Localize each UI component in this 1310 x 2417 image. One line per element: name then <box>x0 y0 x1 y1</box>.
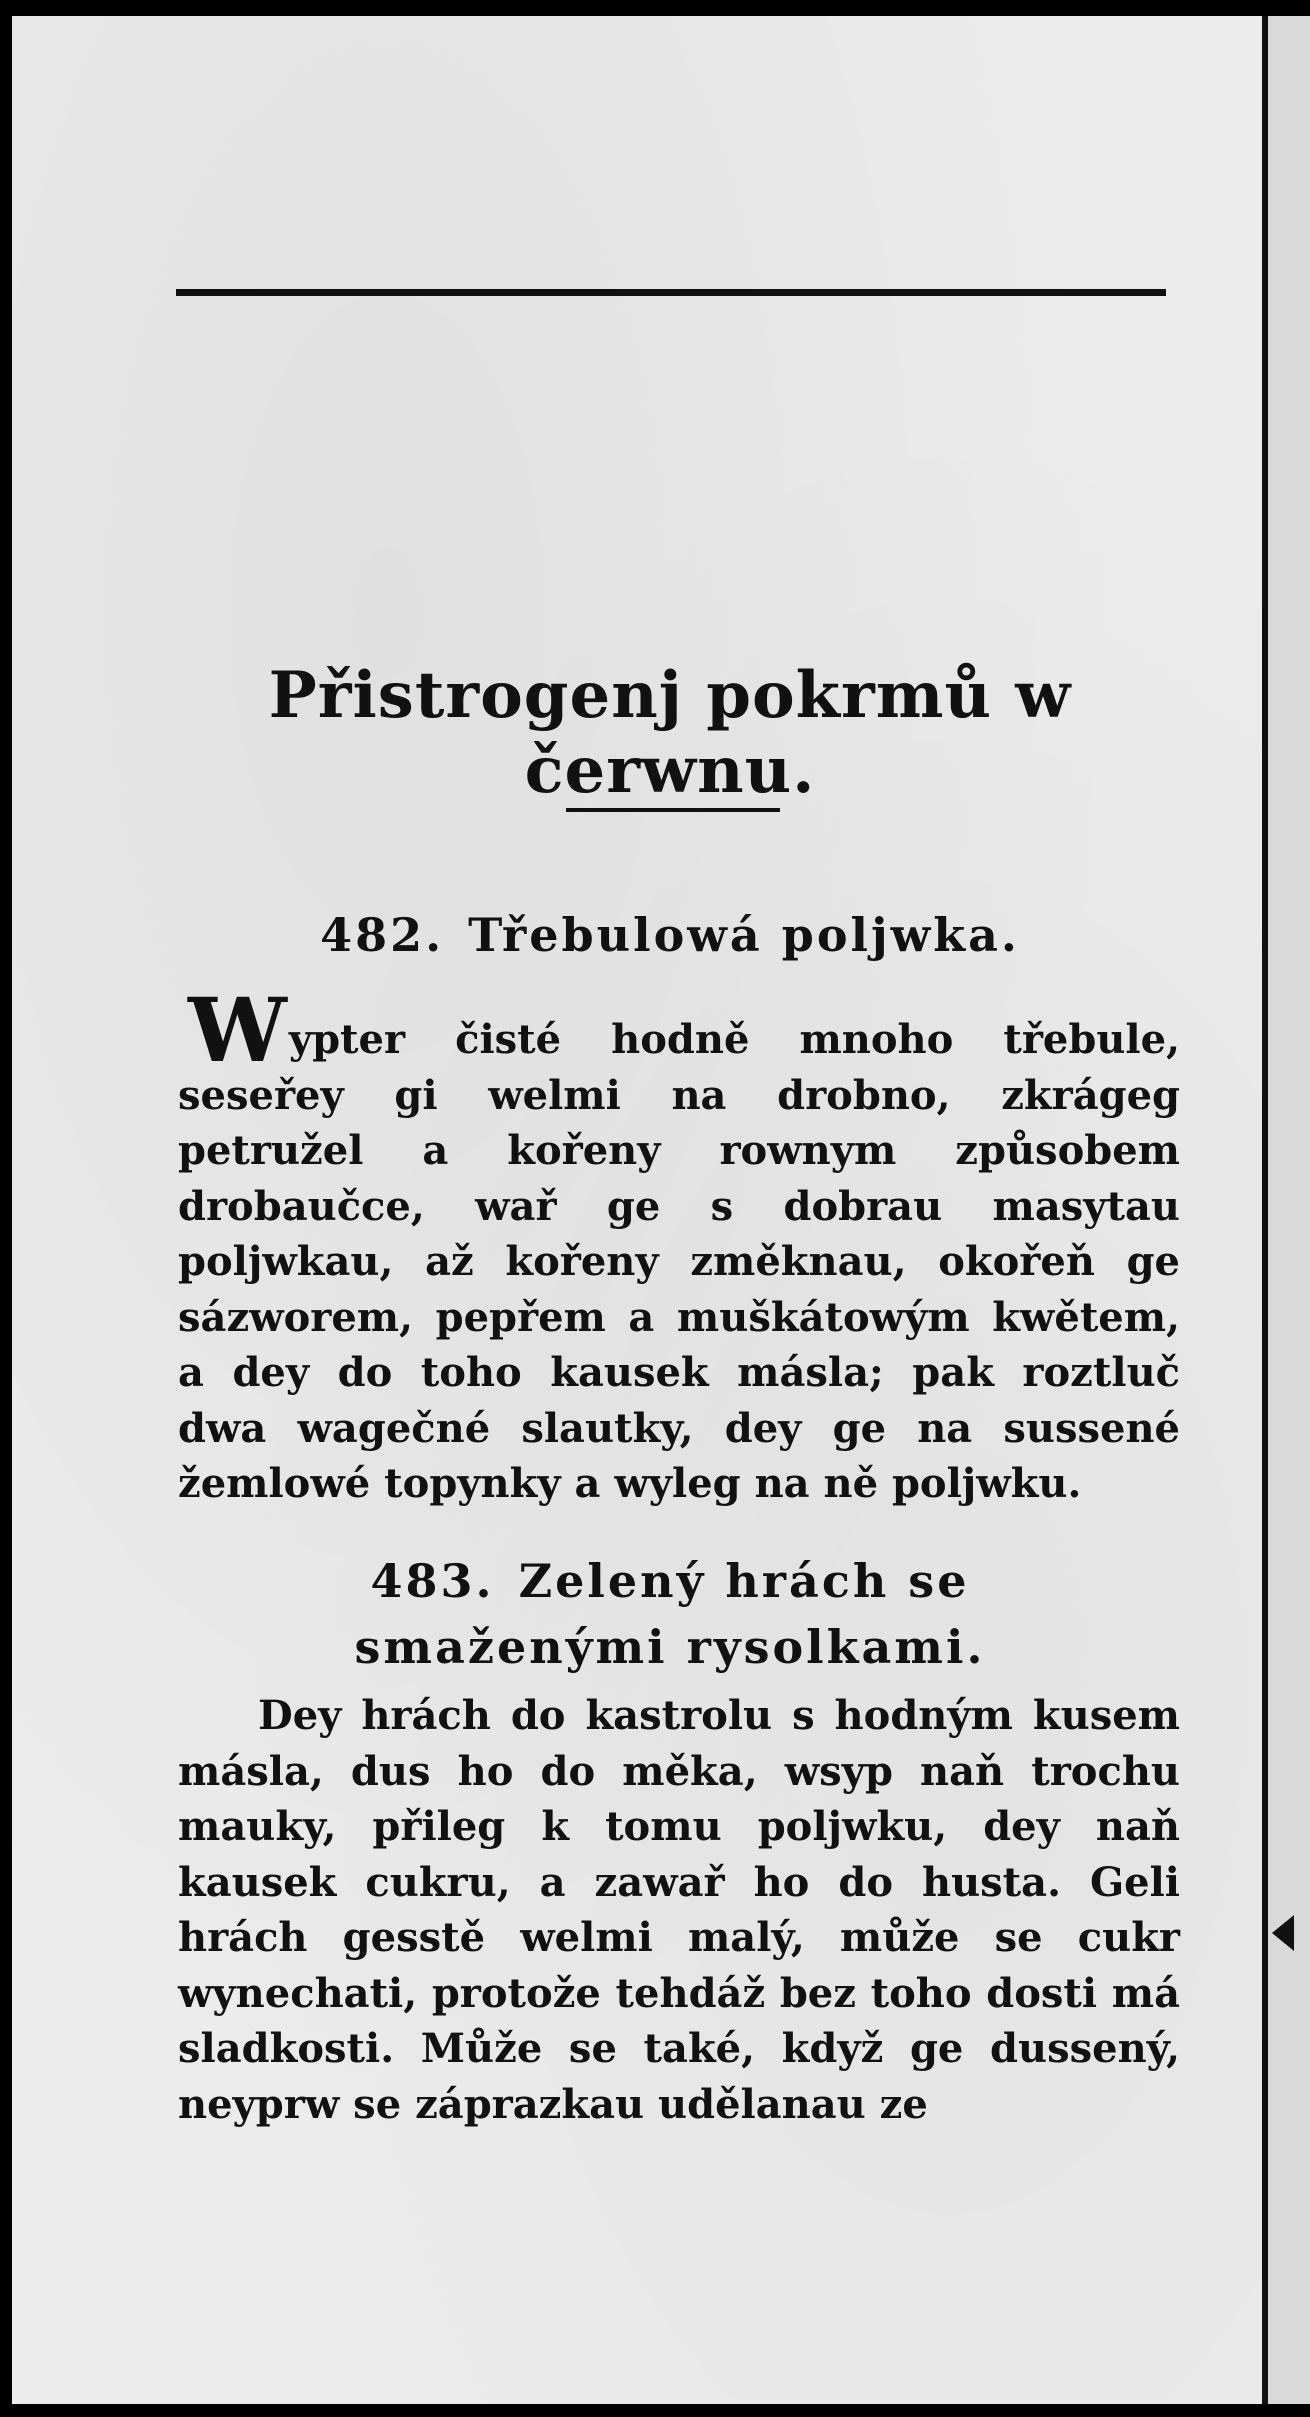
recipe-name: Zelený hrách se smaženými rysolkami. <box>354 1554 986 1674</box>
initial-letter: W <box>188 978 287 1082</box>
recipe-text: ypter čisté hodně mnoho třebule, seseřey gi welmi na drobno, zkrágeg petružel a kořeny rownym způsobem drobaučce, wař ge s dobrau masytau poljwkau, až kořeny změknau, okořeň ge sázworem, pepřem a muškátowým kwětem, a dey do toho kausek másla; pak roztluč dwa wagečné slautky, dey ge na sussené žemlowé topynky a wyleg na ně poljwku. <box>178 1016 1180 1507</box>
recipe-number: 483. <box>370 1554 495 1608</box>
recipe-name: Třebulowá poljwka. <box>468 908 1020 962</box>
page-edge <box>1262 16 1310 2404</box>
top-rule <box>176 289 1166 296</box>
heading-rule <box>566 808 780 812</box>
recipe-number: 482. <box>320 908 445 962</box>
recipe-title-482 <box>210 902 1130 968</box>
edge-notch <box>1272 1915 1294 1951</box>
chapter-heading: Přistrogenj pokrmů w čerwnu. <box>268 658 1072 808</box>
recipe-body-482 <box>178 978 1180 1512</box>
recipe-title-483 <box>210 1548 1130 1680</box>
recipe-body-483: Dey hrách do kastrolu s hodným kusem másla, dus ho do měka, wsyp naň trochu mauky, přileg k tomu poljwku, dey naň kausek cukru, a zawař ho do husta. Geli hrách gesstě welmi malý, může se cukr wynechati, protože tehdáž bez toho dosti má sladkosti. Může se také, když ge dussený, neyprw se záprazkau udělanau ze <box>178 1692 1180 2128</box>
